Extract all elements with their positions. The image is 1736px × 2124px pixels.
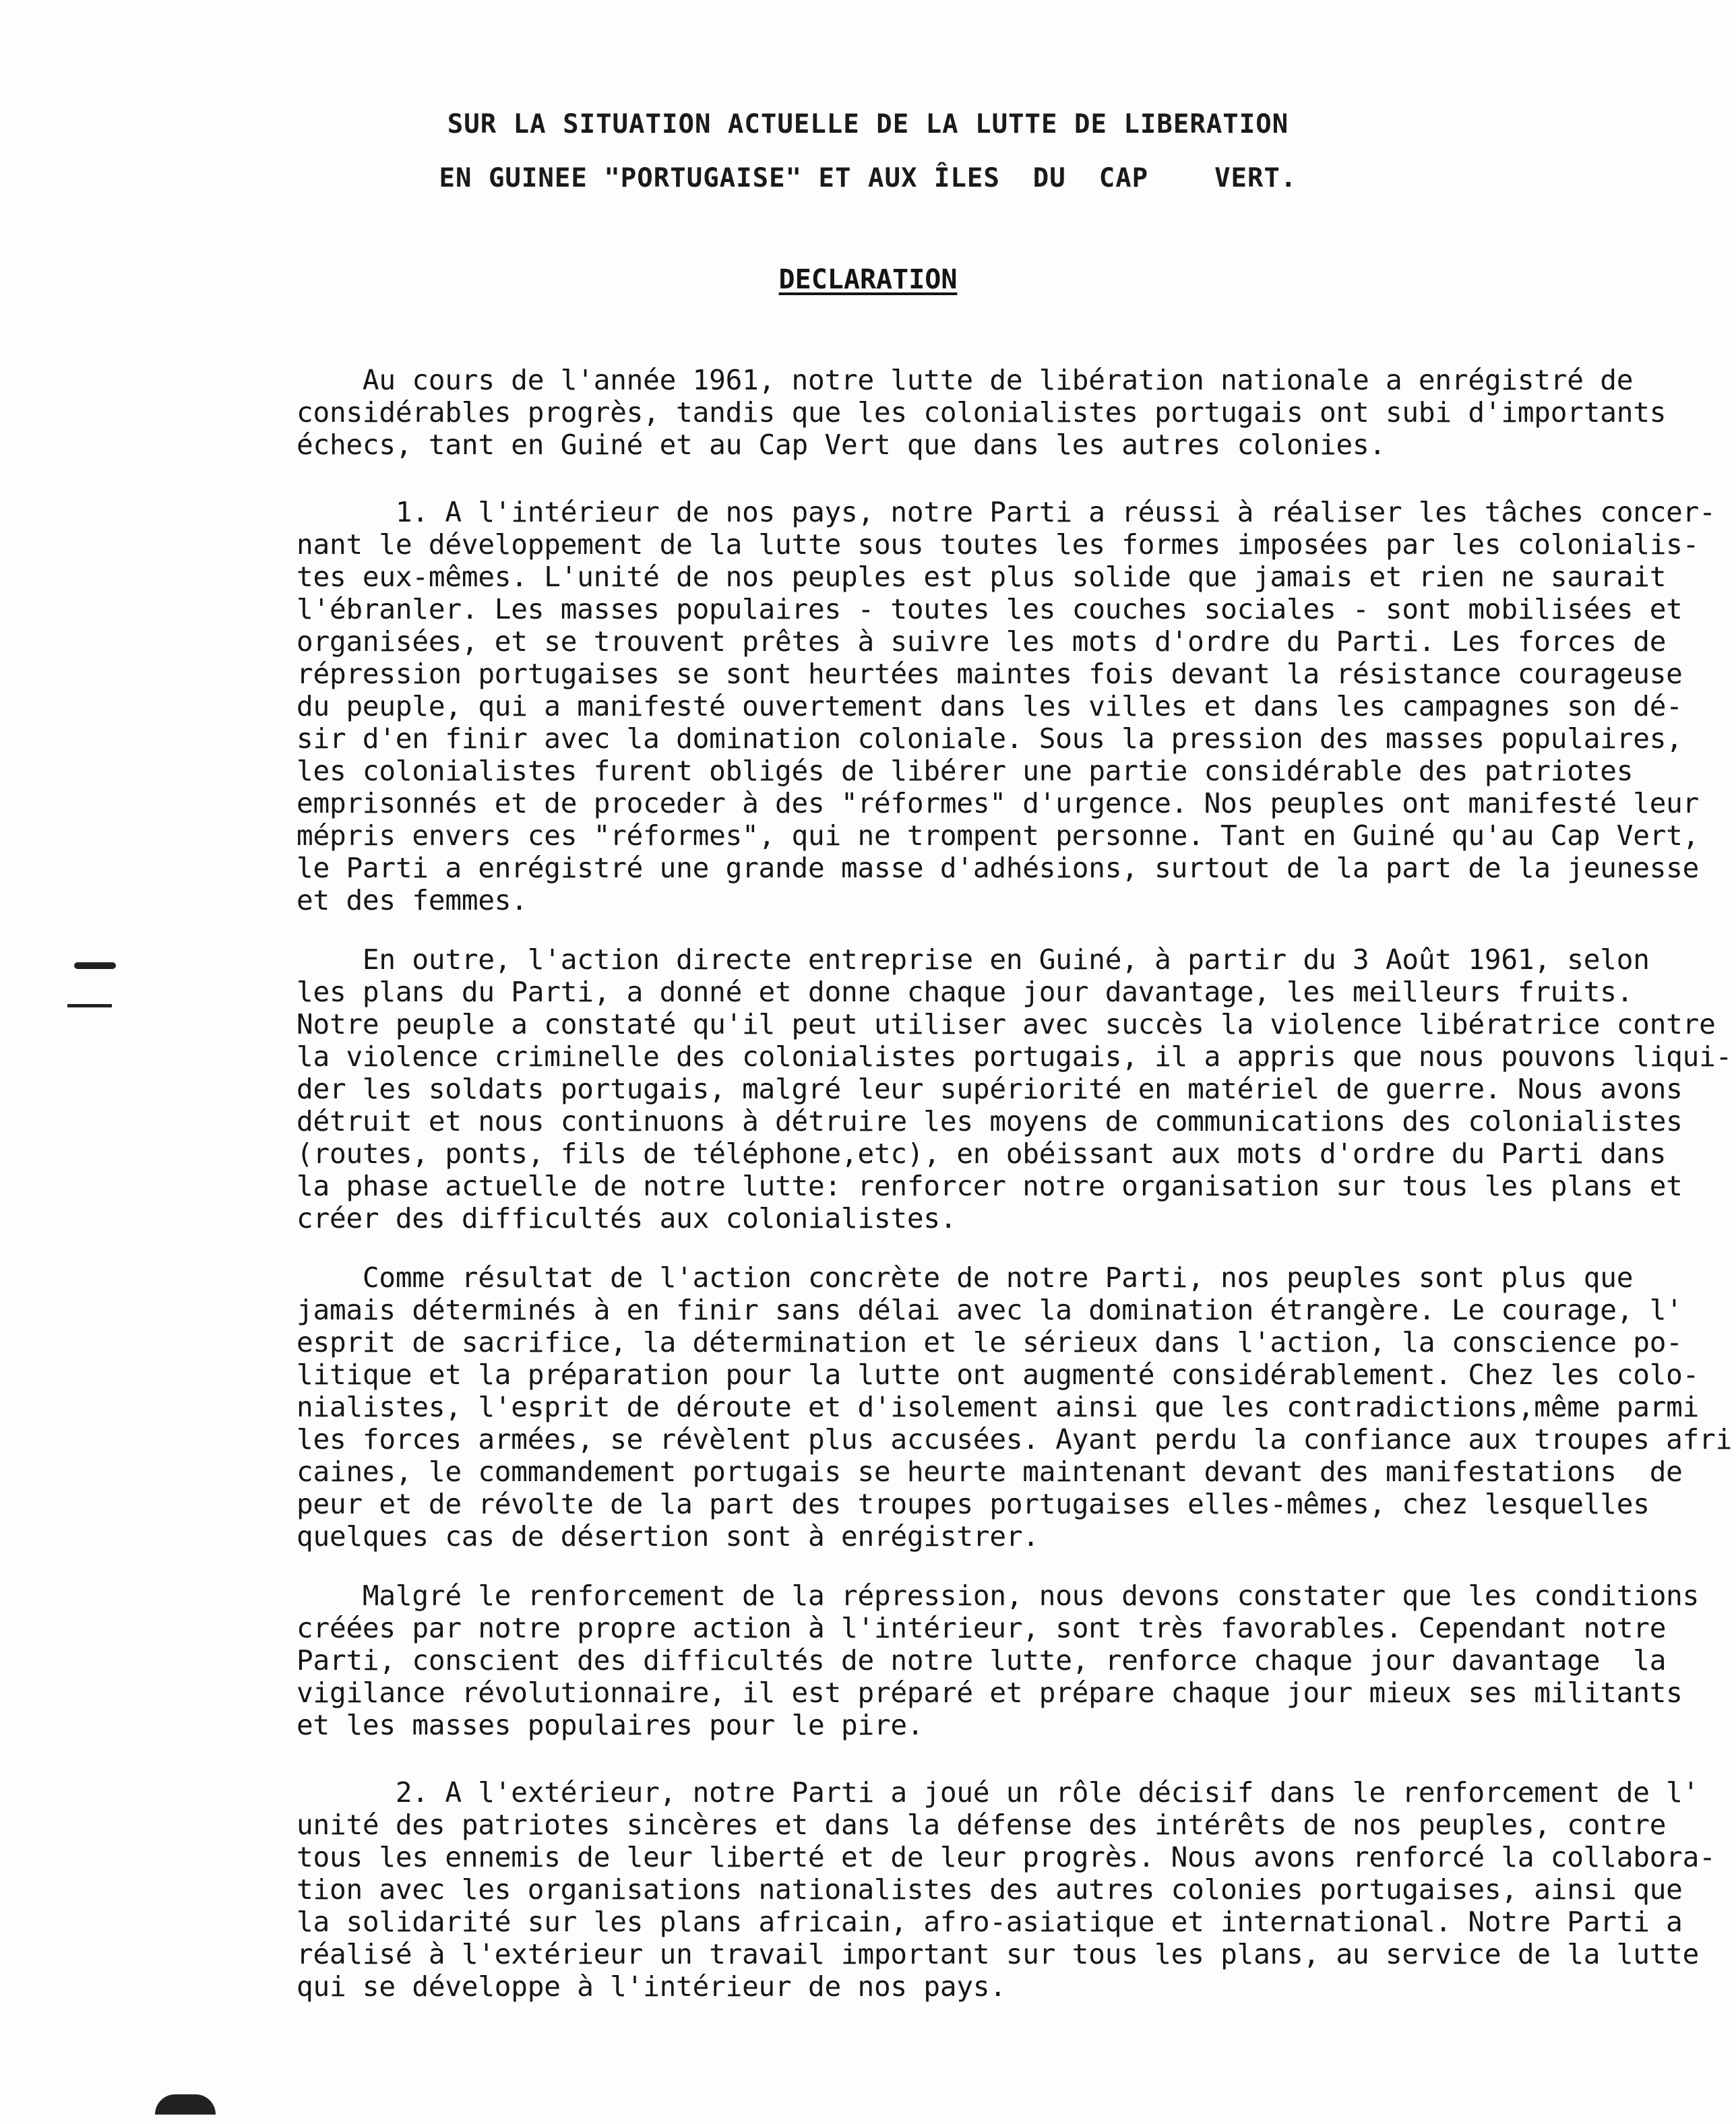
margin-mark bbox=[74, 962, 116, 969]
paragraph-intro bbox=[297, 364, 1665, 461]
text-line: considérables progrès, tandis que les colonialistes portugais ont subi d'importants bbox=[297, 396, 1667, 429]
text-line: les plans du Parti, a donné et donne chaque jour davantage, les meilleurs fruits. bbox=[297, 976, 1634, 1008]
text-line: et les masses populaires pour le pire. bbox=[297, 1709, 924, 1741]
document-body bbox=[297, 364, 1733, 2003]
text-line: l'ébranler. Les masses populaires - toutes les couches sociales - sont mobilisées et bbox=[297, 593, 1683, 625]
paragraph-result bbox=[297, 1261, 1733, 1553]
text-line: échecs, tant en Guiné et au Cap Vert que dans les autres colonies. bbox=[297, 429, 1386, 461]
text-line: caines, le commandement portugais se heurte maintenant devant des manifestations de bbox=[297, 1456, 1683, 1488]
text-line: jamais déterminés à en finir sans délai avec la domination étrangère. Le courage, l' bbox=[297, 1294, 1683, 1326]
text-line: créer des difficultés aux colonialistes. bbox=[297, 1202, 957, 1235]
text-line: 2. A l'extérieur, notre Parti a joué un rôle décisif dans le renforcement de l' bbox=[297, 1776, 1700, 1809]
text-line: nant le développement de la lutte sous toutes les formes imposées par les colonialis- bbox=[297, 528, 1700, 561]
text-line: esprit de sacrifice, la détermination et le sérieux dans l'action, la conscience po- bbox=[297, 1326, 1683, 1358]
text-line: mépris envers ces "réformes", qui ne trompent personne. Tant en Guiné qu'au Cap Vert, bbox=[297, 819, 1700, 852]
margin-mark bbox=[67, 1004, 112, 1007]
text-line: et des femmes. bbox=[297, 884, 528, 916]
declaration-title: DECLARATION bbox=[778, 264, 958, 295]
text-line: En outre, l'action directe entreprise en Guiné, à partir du 3 Août 1961, selon bbox=[297, 943, 1650, 976]
paragraph-exterior bbox=[297, 1776, 1716, 2003]
text-line: du peuple, qui a manifesté ouvertement dans les villes et dans les campagnes son dé- bbox=[297, 690, 1683, 722]
text-line: quelques cas de désertion sont à enrégistrer. bbox=[297, 1520, 1039, 1553]
text-line: la phase actuelle de notre lutte: renforcer notre organisation sur tous les plans et bbox=[297, 1170, 1683, 1202]
text-line: réalisé à l'extérieur un travail important sur tous les plans, au service de la lutte bbox=[297, 1938, 1700, 1970]
margin-mark bbox=[155, 2094, 216, 2115]
heading-line-1: SUR LA SITUATION ACTUELLE DE LA LUTTE DE LIBERATION bbox=[447, 109, 1289, 139]
paragraph-interior bbox=[297, 496, 1716, 916]
text-line: créées par notre propre action à l'intérieur, sont très favorables. Cependant notre bbox=[297, 1612, 1667, 1644]
text-line: Parti, conscient des difficultés de notre lutte, renforce chaque jour davantage la bbox=[297, 1644, 1667, 1677]
text-line: der les soldats portugais, malgré leur supériorité en matériel de guerre. Nous avons bbox=[297, 1073, 1683, 1105]
text-line: qui se développe à l'intérieur de nos pays. bbox=[297, 1970, 1006, 2003]
text-line: litique et la préparation pour la lutte ont augmenté considérablement. Chez les colo- bbox=[297, 1358, 1700, 1391]
text-line: organisées, et se trouvent prêtes à suivre les mots d'ordre du Parti. Les forces de bbox=[297, 625, 1667, 658]
text-line: peur et de révolte de la part des troupes portugaises elles-mêmes, chez lesquelles bbox=[297, 1488, 1650, 1520]
text-line: Au cours de l'année 1961, notre lutte de libération nationale a enrégistré de bbox=[297, 364, 1634, 396]
text-line: (routes, ponts, fils de téléphone,etc), en obéissant aux mots d'ordre du Parti dans bbox=[297, 1137, 1667, 1170]
text-line: répression portugaises se sont heurtées maintes fois devant la résistance courageuse bbox=[297, 658, 1683, 690]
text-line: 1. A l'intérieur de nos pays, notre Parti a réussi à réaliser les tâches concer- bbox=[297, 496, 1716, 528]
text-line: le Parti a enrégistré une grande masse d'adhésions, surtout de la part de la jeunesse bbox=[297, 852, 1700, 884]
text-line: détruit et nous continuons à détruire les moyens de communications des colonialistes bbox=[297, 1105, 1683, 1137]
text-line: sir d'en finir avec la domination coloniale. Sous la pression des masses populaires, bbox=[297, 722, 1683, 755]
text-line: nialistes, l'esprit de déroute et d'isolement ainsi que les contradictions,même parmi bbox=[297, 1391, 1700, 1423]
text-line: tion avec les organisations nationalistes des autres colonies portugaises, ainsi que bbox=[297, 1873, 1683, 1906]
text-line: Comme résultat de l'action concrète de notre Parti, nos peuples sont plus que bbox=[297, 1261, 1634, 1294]
text-line: la solidarité sur les plans africain, afro-asiatique et international. Notre Parti a bbox=[297, 1906, 1683, 1938]
heading-line-2: EN GUINEE "PORTUGAISE" ET AUX ÎLES DU CAP VERT. bbox=[439, 163, 1297, 193]
text-line: les forces armées, se révèlent plus accusées. Ayant perdu la confiance aux troupes afri bbox=[297, 1423, 1733, 1456]
text-line: vigilance révolutionnaire, il est préparé et prépare chaque jour mieux ses militants bbox=[297, 1677, 1683, 1709]
text-line: Notre peuple a constaté qu'il peut utiliser avec succès la violence libératrice contre bbox=[297, 1008, 1716, 1040]
text-line: Malgré le renforcement de la répression, nous devons constater que les conditions bbox=[297, 1580, 1700, 1612]
text-line: unité des patriotes sincères et dans la défense des intérêts de nos peuples, contre bbox=[297, 1809, 1667, 1841]
text-line: la violence criminelle des colonialistes portugais, il a appris que nous pouvons liqui- bbox=[297, 1040, 1733, 1073]
text-line: tes eux-mêmes. L'unité de nos peuples est plus solide que jamais et rien ne saurait bbox=[297, 561, 1667, 593]
text-line: les colonialistes furent obligés de libérer une partie considérable des patriotes bbox=[297, 755, 1634, 787]
paragraph-repression bbox=[297, 1580, 1700, 1741]
paragraph-direct-action bbox=[297, 943, 1733, 1235]
text-line: tous les ennemis de leur liberté et de leur progrès. Nous avons renforcé la collabora- bbox=[297, 1841, 1716, 1873]
text-line: emprisonnés et de proceder à des "réformes" d'urgence. Nos peuples ont manifesté leur bbox=[297, 787, 1700, 819]
